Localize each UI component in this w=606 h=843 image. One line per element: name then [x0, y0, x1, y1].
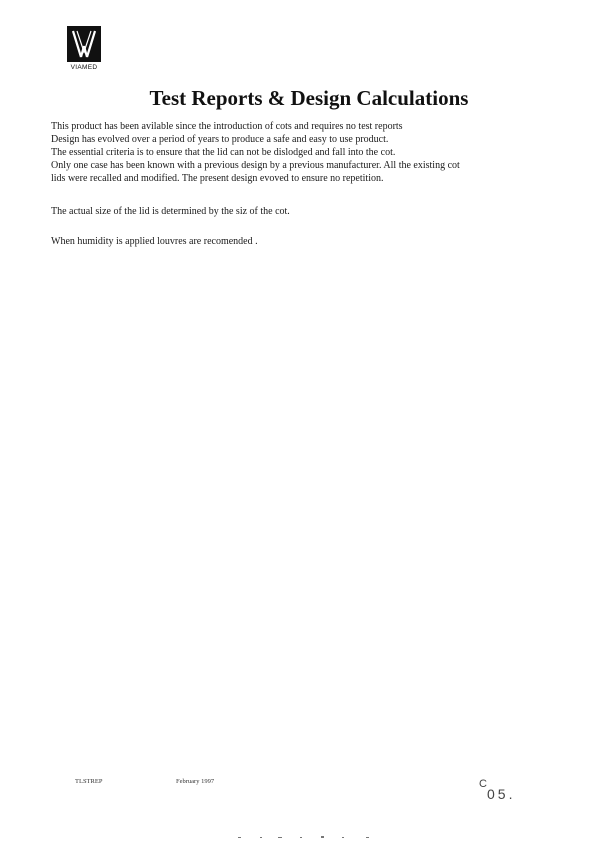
page-mark-small: C: [479, 778, 487, 790]
paragraph-line: lids were recalled and modified. The present design evoved to ensure no repetition.: [51, 173, 384, 184]
company-logo: [66, 26, 102, 71]
paragraph-line: The essential criteria is to ensure that the lid can not be dislodged and fall into the cot.: [51, 147, 396, 158]
paragraph-2: The actual size of the lid is determined by the siz of the cot.: [51, 206, 290, 217]
paragraph-line: Design has evolved over a period of years to produce a safe and easy to use product.: [51, 134, 389, 145]
footer-date: February 1997: [176, 778, 215, 785]
paragraph-line: This product has been avilable since the introduction of cots and requires no test reports: [51, 121, 403, 132]
logo-text: VIAMED: [70, 64, 98, 71]
paragraph-1: [51, 120, 561, 185]
scan-artifact: [238, 836, 378, 839]
footer-reference: TLSTREP: [75, 778, 103, 785]
viamed-logo-icon: [67, 26, 101, 62]
page-mark-big: 05.: [487, 786, 516, 802]
document-title: Test Reports & Design Calculations: [149, 86, 469, 110]
paragraph-line: Only one case has been known with a previous design by a previous manufacturer. All the existing cot: [51, 160, 460, 171]
paragraph-3: When humidity is applied louvres are recomended .: [51, 236, 258, 247]
